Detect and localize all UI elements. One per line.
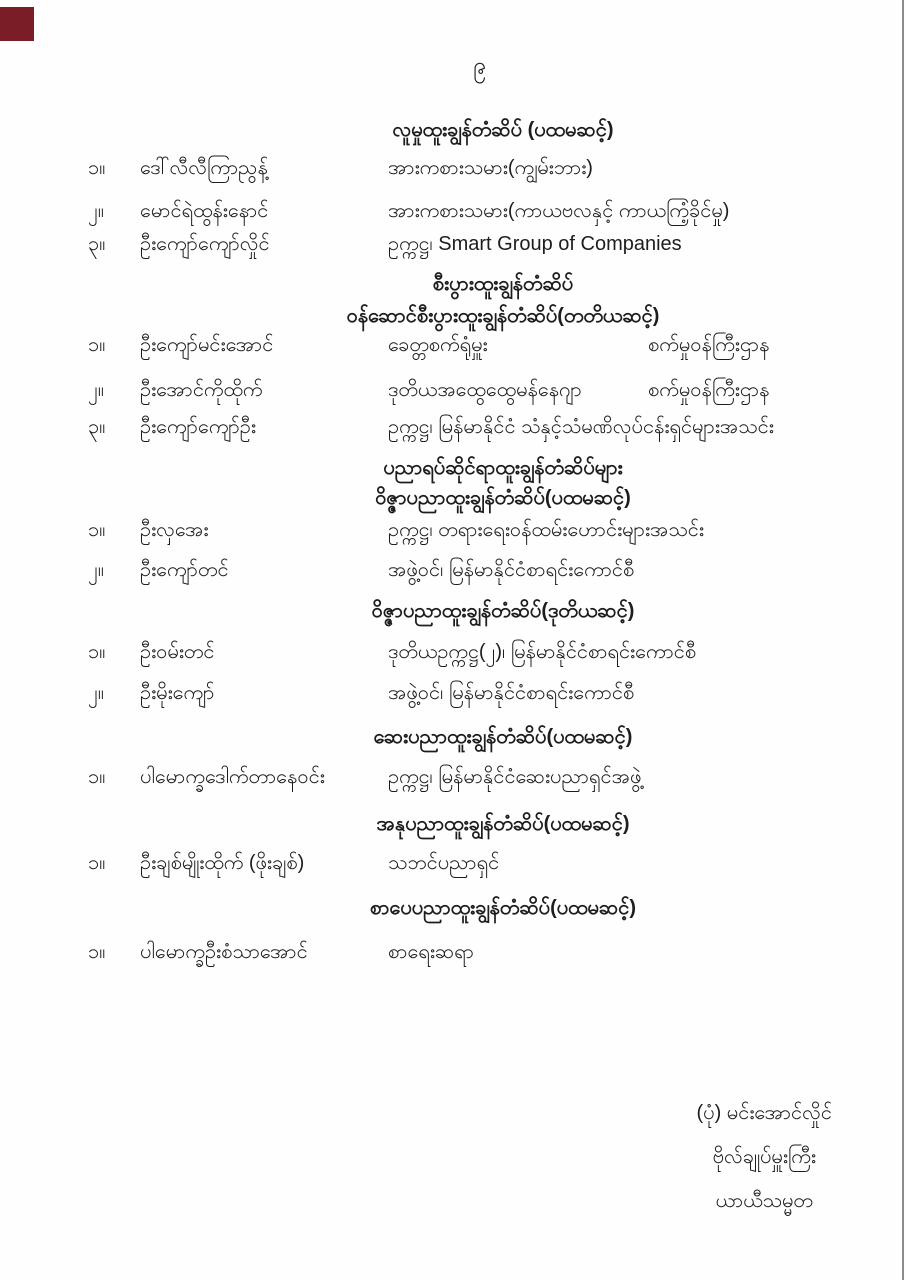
row-number: ၂။: [88, 379, 104, 401]
row-number: ၁။: [88, 519, 106, 541]
recipient-title: ဥက္ကဋ္ဌ၊ တရားရေးဝန်ထမ်းဟောင်းများအသင်း: [388, 519, 704, 541]
signature-rank: ဗိုလ်ချုပ်မှူးကြီး: [712, 1146, 816, 1168]
row-number: ၂။: [88, 682, 104, 704]
row-number: ၂။: [88, 559, 104, 581]
section-heading-business: စီးပွားထူးချွန်တံဆိပ်: [432, 273, 574, 295]
recipient-name: ဦးကျော်တင်: [140, 559, 229, 581]
recipient-name: ပါမောက္ခဒေါက်တာနေဝင်း: [140, 766, 325, 788]
row-number: ၃။: [88, 416, 106, 438]
section-heading-literature: စာပေပညာထူးချွန်တံဆိပ်(ပထမဆင့်): [369, 897, 636, 919]
recipient-name: ဦးဝမ်းတင်: [140, 641, 215, 663]
recipient-name: မောင်ရဲထွန်းနောင်: [140, 200, 269, 222]
recipient-title: အဖွဲ့ဝင်၊ မြန်မာနိုင်ငံစာရင်းကောင်စီ: [388, 682, 635, 704]
signature-title: ယာယီသမ္မတ: [715, 1190, 813, 1212]
recipient-name: ဦးကျော်ကျော်လှိုင်: [140, 233, 270, 255]
recipient-title: အားကစားသမား(ကျွမ်းဘား): [388, 157, 593, 179]
recipient-title: ဒုတိယဥက္ကဋ္ဌ(၂)၊ မြန်မာနိုင်ငံစာရင်းကောင်စီ: [388, 641, 697, 663]
recipient-name: ဒေါ်လီလီကြာညွန့်: [140, 157, 268, 179]
corner-mark: [0, 7, 34, 41]
recipient-title: ဥက္ကဋ္ဌ၊ Smart Group of Companies: [388, 233, 682, 255]
row-number: ၁။: [88, 641, 106, 663]
recipient-title: ဥက္ကဋ္ဌ၊ မြန်မာနိုင်ငံ သံနှင့်သံမဏိလုပ်ငန်းရှင်များအသင်း: [388, 416, 774, 438]
recipient-name: ဦးအောင်ကိုထိုက်: [140, 379, 263, 401]
recipient-name: ဦးမိုးကျော်: [140, 682, 215, 704]
row-number: ၁။: [88, 157, 106, 179]
recipient-name: ဦးချစ်မျိုးထိုက် (ဖိုးချစ်): [140, 852, 305, 874]
section-heading-social: လူမှုထူးချွန်တံဆိပ် (ပထမဆင့်): [392, 119, 614, 141]
section-heading-business-service: ဝန်ဆောင်စီးပွားထူးချွန်တံဆိပ်(တတိယဆင့်): [346, 305, 660, 327]
row-number: ၂။: [88, 200, 104, 222]
row-number: ၃။: [88, 233, 106, 255]
page-number: ၉: [473, 52, 487, 78]
row-number: ၁။: [88, 852, 106, 874]
row-number: ၁။: [88, 941, 106, 963]
row-number: ၁။: [88, 334, 106, 356]
recipient-title: သဘင်ပညာရှင်: [388, 852, 500, 874]
recipient-name: ပါမောက္ခဦးစံသာအောင်: [140, 941, 308, 963]
section-heading-medical: ဆေးပညာထူးချွန်တံဆိပ်(ပထမဆင့်): [373, 726, 633, 748]
recipient-title: အားကစားသမား(ကာယဗလနှင့် ကာယကြံ့ခိုင်မှု): [388, 200, 730, 222]
signature-block: [697, 1091, 832, 1223]
recipient-title: ခေတ္တစက်ရုံမှူး: [388, 334, 488, 356]
recipient-ministry: စက်မှုဝန်ကြီးဌာန: [648, 334, 770, 356]
recipient-ministry: စက်မှုဝန်ကြီးဌာန: [648, 379, 770, 401]
recipient-name: ဦးကျော်မင်းအောင်: [140, 334, 274, 356]
recipient-name: ဦးလှအေး: [140, 519, 209, 541]
recipient-title: ဒုတိယအထွေထွေမန်နေဂျာ: [388, 379, 582, 401]
recipient-title: ဥက္ကဋ္ဌ၊ မြန်မာနိုင်ငံဆေးပညာရှင်အဖွဲ့: [388, 766, 642, 788]
page-edge-scan-line: [902, 0, 904, 1280]
section-heading-performing-arts: အနုပညာထူးချွန်တံဆိပ်(ပထမဆင့်): [376, 813, 630, 835]
section-heading-academic: ပညာရပ်ဆိုင်ရာထူးချွန်တံဆိပ်များ: [383, 457, 623, 479]
row-number: ၁။: [88, 766, 106, 788]
recipient-title: အဖွဲ့ဝင်၊ မြန်မာနိုင်ငံစာရင်းကောင်စီ: [388, 559, 635, 581]
section-heading-arts-first: ဝိဇ္ဇာပညာထူးချွန်တံဆိပ်(ပထမဆင့်): [375, 487, 631, 509]
signature-name: (ပုံ) မင်းအောင်လှိုင်: [696, 1102, 832, 1124]
recipient-title: စာရေးဆရာ: [388, 941, 474, 963]
recipient-name: ဦးကျော်ကျော်ဦး: [140, 416, 256, 438]
section-heading-arts-second: ဝိဇ္ဇာပညာထူးချွန်တံဆိပ်(ဒုတိယဆင့်): [371, 600, 635, 622]
